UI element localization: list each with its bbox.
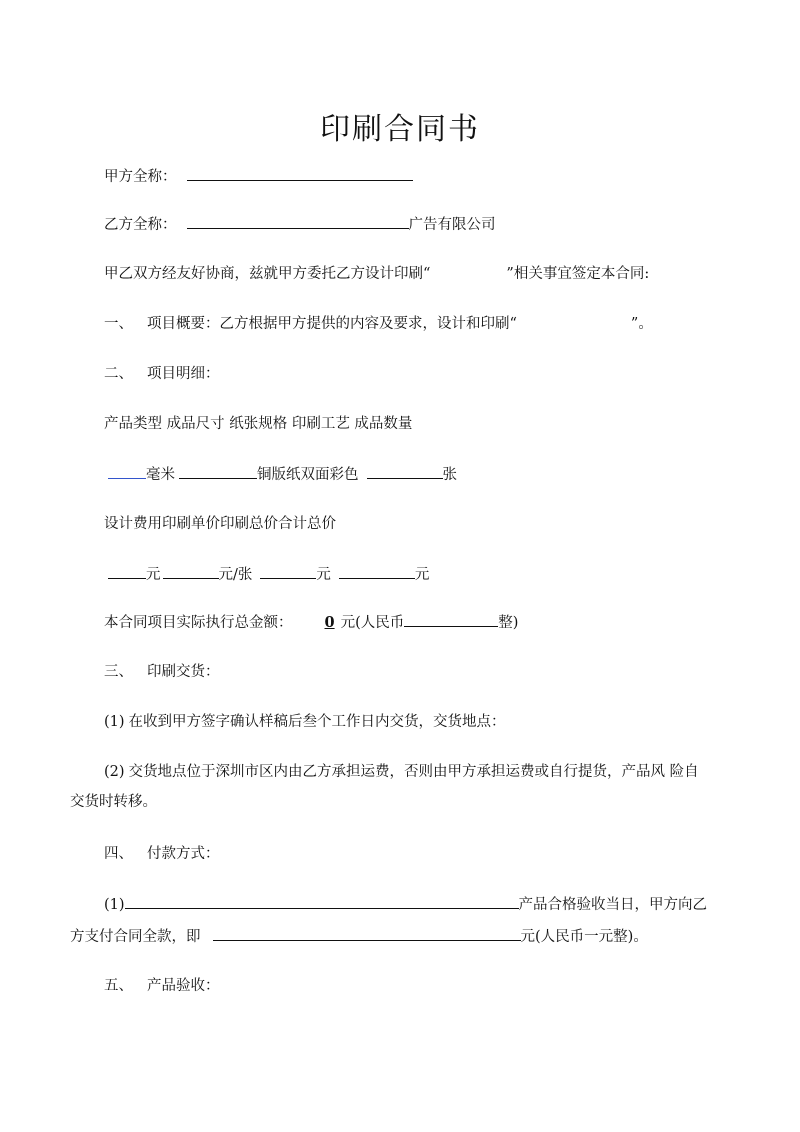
quantity-blank[interactable] (367, 464, 443, 479)
payment-1-suffix: 产品合格验收当日，甲方向乙 (518, 897, 708, 913)
delivery-2-text: 交货地点位于深圳市区内由乙方承担运费，否则由甲方承担运费或自行提货，产品风 险自 (128, 764, 699, 780)
page-title: 印刷合同书 (320, 112, 480, 147)
party-b-blank[interactable] (187, 214, 409, 229)
section-2-number: 二、 (104, 366, 133, 382)
party-a-line (104, 166, 413, 187)
detail-headers: 产品类型 成品尺寸 纸张规格 印刷工艺 成品数量 (104, 416, 413, 432)
section-2-heading: 项目明细： (147, 366, 220, 382)
party-a-label: 甲方全称： (104, 169, 177, 185)
section-1-number: 一、 (104, 316, 133, 332)
payment-1-cont-prefix: 方支付合同全款，即 (70, 929, 201, 945)
payment-1-cont-suffix: 元(人民币一元整)。 (520, 929, 648, 945)
total-end: 整) (498, 615, 519, 631)
payment-amount-blank[interactable] (213, 926, 521, 941)
section-5-heading: 产品验收： (147, 978, 220, 994)
delivery-2-continuation: 交货时转移。 (70, 794, 157, 810)
fee-headers: 设计费用印刷单价印刷总价合计总价 (104, 516, 336, 532)
delivery-2-number: (2) (104, 764, 125, 780)
section-4-line (104, 844, 220, 864)
party-b-line (104, 214, 496, 235)
delivery-1-line (104, 712, 506, 732)
rmb-blank[interactable] (404, 612, 498, 627)
section-1-text-suffix: ”。 (630, 316, 653, 332)
design-fee-blank[interactable] (108, 564, 146, 579)
section-2-line (104, 364, 220, 384)
section-5-line (104, 976, 220, 996)
grand-total-blank[interactable] (339, 564, 415, 579)
payment-1-number: (1) (104, 897, 125, 913)
section-3-heading: 印刷交货： (147, 664, 220, 680)
party-b-label: 乙方全称： (104, 217, 177, 233)
intro-suffix: ”相关事宜签定本合同: (506, 266, 650, 282)
total-line (104, 612, 518, 633)
size-unit: 毫米 (146, 467, 175, 483)
total-amount: 0 (324, 614, 335, 631)
section-1-text-prefix: 项目概要：乙方根据甲方提供的内容及要求，设计和印刷“ (147, 316, 517, 332)
section-4-number: 四、 (104, 846, 133, 862)
payment-blank[interactable] (125, 894, 519, 909)
print-total-unit: 元 (316, 567, 331, 583)
intro-line (104, 264, 649, 284)
intro-prefix: 甲乙双方经友好协商，兹就甲方委托乙方设计印刷“ (104, 266, 431, 282)
paper-spec: 铜版纸双面彩色 (257, 467, 359, 483)
print-total-blank[interactable] (260, 564, 316, 579)
unit-price-unit: 元/张 (218, 567, 253, 583)
payment-1-line (104, 894, 707, 915)
unit-price-blank[interactable] (163, 564, 219, 579)
design-fee-unit: 元 (146, 567, 161, 583)
section-1-line (104, 314, 653, 334)
party-b-suffix: 广告有限公司 (408, 217, 496, 233)
paper-blank[interactable] (179, 464, 257, 479)
delivery-1-number: (1) (104, 714, 125, 730)
total-unit: 元(人民币 (340, 615, 405, 631)
party-a-blank[interactable] (187, 166, 413, 181)
delivery-1-text: 在收到甲方签字确认样稿后叁个工作日内交货，交货地点： (128, 714, 506, 730)
section-3-number: 三、 (104, 664, 133, 680)
section-3-line (104, 662, 220, 682)
payment-1-continuation (70, 926, 648, 947)
detail-row (108, 464, 457, 485)
size-blank[interactable] (108, 464, 146, 479)
quantity-unit: 张 (442, 467, 457, 483)
grand-total-unit: 元 (414, 567, 430, 583)
total-label: 本合同项目实际执行总金额： (104, 615, 293, 631)
delivery-2-line (104, 762, 699, 782)
section-5-number: 五、 (104, 978, 133, 994)
fee-row (108, 564, 429, 585)
section-4-heading: 付款方式： (147, 846, 220, 862)
